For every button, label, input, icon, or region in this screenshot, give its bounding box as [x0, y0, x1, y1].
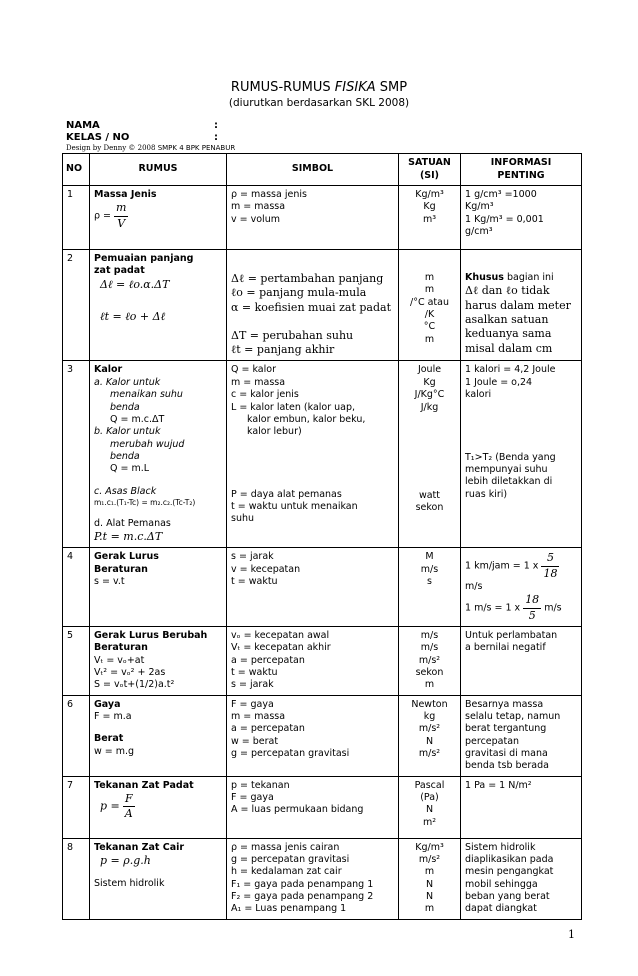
info-cell: 1 kalori = 4,2 Joule 1 Joule = o,24 kalori T₁>T₂ (Benda yang mempunyai suhu lebih diletakkan di ruas kiri): [461, 361, 582, 548]
row-number: 6: [63, 695, 90, 776]
rumus-cell: Gerak Lurus Berubah Beraturan Vₜ = vₒ+at Vₜ² = vₒ² + 2as S = vₒt+(1/2)a.t²: [90, 626, 227, 695]
table-row: [63, 776, 582, 838]
row-number: 4: [63, 548, 90, 627]
row-number: 1: [63, 186, 90, 250]
fraction: $\frac{18}{5}$: [525, 593, 540, 622]
fraction: $\frac{F}{A}$: [124, 791, 133, 821]
page-number: 1: [568, 928, 575, 941]
page-subtitle: (diurutkan berdasarkan SKL 2008): [228, 97, 410, 109]
simbol-cell: F = gaya m = massa a = percepatan w = berat g = percepatan gravitasi: [227, 695, 399, 776]
satuan-cell: Kg/m³ Kg m³: [399, 186, 461, 250]
satuan-cell: m m /°C atau /K °C m: [399, 250, 461, 361]
table-row: [63, 186, 582, 250]
info-cell: Untuk perlambatan a bernilai negatif: [461, 626, 582, 695]
page-title: RUMUS-RUMUS FISIKA SMP: [230, 80, 408, 95]
info-cell: Sistem hidrolik diaplikasikan pada mesin pengangkat mobil sehingga beban yang berat dapat diangkat: [461, 838, 582, 919]
kelas-field: KELAS / NO :: [66, 132, 218, 143]
simbol-cell: p = tekanan F = gaya A = luas permukaan bidang: [227, 776, 399, 838]
info-cell: Besarnya massa selalu tetap, namun berat tergantung percepatan gravitasi di mana benda tsb berada: [461, 695, 582, 776]
rumus-cell: Tekanan Zat Cair p = ρ.g.h Sistem hidrolik: [90, 838, 227, 919]
rumus-cell: Massa Jenis ρ = $\frac{m}{V}$: [90, 186, 227, 250]
table-header-row: [63, 154, 582, 186]
rumus-cell: Kalor a. Kalor untuk menaikan suhu benda Q = m.c.ΔT b. Kalor untuk merubah wujud benda Q = m.L c. Asas Black m₁.c₁.(T₁-Tc) = m₂.c₂.(Tc-T₂) d. Alat Pemanas P.t = m.c.ΔT: [90, 361, 227, 548]
col-informasi: INFORMASI PENTING: [461, 154, 582, 186]
satuan-cell: Joule Kg J/Kg°C J/kg watt sekon: [399, 361, 461, 548]
info-cell: Khusus bagian ini Δℓ dan ℓo tidak harus dalam meter asalkan satuan keduanya sama misal dalam cm: [461, 250, 582, 361]
row-number: 7: [63, 776, 90, 838]
info-cell: 1 Pa = 1 N/m²: [461, 776, 582, 838]
fraction: $\frac{5}{18}$: [543, 551, 558, 580]
table-row: [63, 695, 582, 776]
table-row: [63, 548, 582, 627]
rumus-cell: Pemuaian panjang zat padat Δℓ = ℓo.α.ΔT ℓt = ℓo + Δℓ: [90, 250, 227, 361]
info-cell: 1 km/jam = 1 x $\frac{5}{18}$ m/s 1 m/s = 1 x $\frac{18}{5}$ m/s: [461, 548, 582, 627]
table-row: [63, 838, 582, 919]
row-number: 3: [63, 361, 90, 548]
col-rumus: RUMUS: [90, 154, 227, 186]
table-row: [63, 361, 582, 548]
nama-field: NAMA :: [66, 120, 218, 131]
design-credit: Design by Denny © 2008 SMPK 4 BPK PENABUR: [66, 144, 236, 152]
row-number: 5: [63, 626, 90, 695]
rumus-cell: Tekanan Zat Padat p = $\frac{F}{A}$: [90, 776, 227, 838]
row-number: 2: [63, 250, 90, 361]
simbol-cell: vₒ = kecepatan awal Vₜ = kecepatan akhir a = percepatan t = waktu s = jarak: [227, 626, 399, 695]
info-cell: 1 g/cm³ =1000 Kg/m³ 1 Kg/m³ = 0,001 g/cm³: [461, 186, 582, 250]
formula-table: [62, 153, 582, 920]
col-satuan: SATUAN (SI): [399, 154, 461, 186]
col-no: NO: [63, 154, 90, 186]
satuan-cell: Kg/m³ m/s² m N N m: [399, 838, 461, 919]
satuan-cell: Pascal (Pa) N m²: [399, 776, 461, 838]
simbol-cell: ρ = massa jenis m = massa v = volum: [227, 186, 399, 250]
satuan-cell: m/s m/s m/s² sekon m: [399, 626, 461, 695]
simbol-cell: s = jarak v = kecepatan t = waktu: [227, 548, 399, 627]
table-row: [63, 626, 582, 695]
simbol-cell: Δℓ = pertambahan panjang ℓo = panjang mula-mula α = koefisien muai zat padat ΔT = perubahan suhu ℓt = panjang akhir: [227, 250, 399, 361]
satuan-cell: Newton kg m/s² N m/s²: [399, 695, 461, 776]
table-row: [63, 250, 582, 361]
row-number: 8: [63, 838, 90, 919]
simbol-cell: Q = kalor m = massa c = kalor jenis L = kalor laten (kalor uap, kalor embun, kalor beku, kalor lebur) P = daya alat pemanas t = waktu untuk menaikan suhu: [227, 361, 399, 548]
col-simbol: SIMBOL: [227, 154, 399, 186]
simbol-cell: ρ = massa jenis cairan g = percepatan gravitasi h = kedalaman zat cair F₁ = gaya pada penampang 1 F₂ = gaya pada penampang 2 A₁ = Luas penampang 1: [227, 838, 399, 919]
fraction: $\frac{m}{V}$: [116, 201, 127, 230]
rumus-cell: Gaya F = m.a Berat w = m.g: [90, 695, 227, 776]
satuan-cell: M m/s s: [399, 548, 461, 627]
rumus-cell: Gerak Lurus Beraturan s = v.t: [90, 548, 227, 627]
